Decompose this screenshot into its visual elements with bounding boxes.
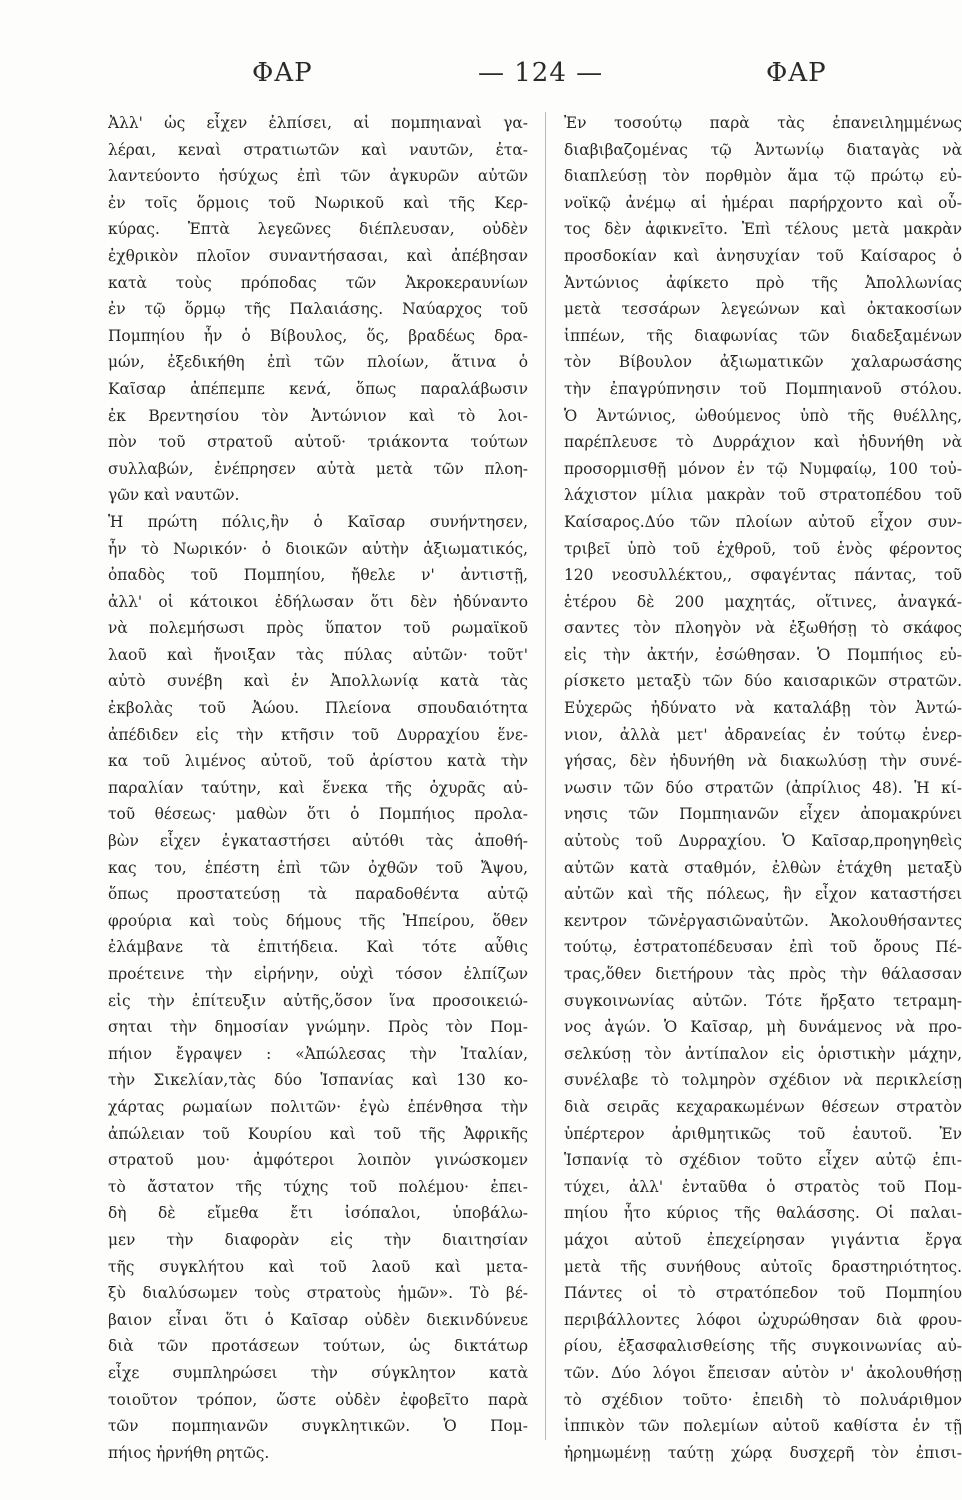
left-text-column xyxy=(108,110,528,1466)
text-line: κα τοῦ λιμένος αὐτοῦ, τοῦ ἀρίστου κατὰ τὴν xyxy=(108,752,528,771)
text-line: ἱππέων, τῆς διαφωνίας τῶν διαδεξαμένων xyxy=(564,326,962,345)
text-line: τῶν πομπηιανῶν συγκλητικῶν. Ὁ Πομ- xyxy=(108,1417,528,1436)
text-line: στρατοῦ μου· ἀμφότεροι λοιπὸν γινώσκομεν xyxy=(108,1151,528,1170)
text-line: δὴ δὲ εἴμεθα ἔτι ἰσόπαλοι, ὑποβάλω- xyxy=(108,1204,528,1223)
text-line: διαβιβαζομένας τῷ Ἀντωνίῳ διαταγὰς νὰ xyxy=(564,140,962,159)
text-line: πήιος ἠρνήθη ρητῶς. xyxy=(108,1443,270,1462)
text-line: Ὁ Ἀντώνιος, ὠθούμενος ὑπὸ τῆς θυέλλης, xyxy=(564,406,962,425)
text-line: προσορμισθῇ μόνον ἐν τῷ Νυμφαίῳ, 100 τοὐ- xyxy=(564,459,962,478)
text-line: Πάντες οἱ τὸ στρατόπεδον τοῦ Πομπηίου xyxy=(564,1284,962,1303)
page-number: — 124 — xyxy=(478,58,604,88)
text-line: λάχιστον μίλια μακρὰν τοῦ στρατοπέδου τοῦ xyxy=(564,486,962,505)
text-line: ἐχθρικὸν πλοῖον συναντήσασαι, καὶ ἀπέβησαν xyxy=(108,246,528,265)
text-line: ρίσκετο μεταξὺ τῶν δύο καισαρικῶν στρατῶν. xyxy=(564,672,962,691)
text-line: Εὐχερῶς ἠδύνατο νὰ καταλάβῃ τὸν Ἀντώ- xyxy=(564,699,962,718)
text-line: Καῖσαρ ἀπέπεμπε κενά, ὅπως παραλάβωσιν xyxy=(108,379,528,398)
text-line: νοϊκῷ ἀνέμῳ αἱ ἡμέραι παρήρχοντο καὶ οὗ- xyxy=(564,193,962,212)
text-line: τῆς συγκλήτου καὶ τοῦ λαοῦ καὶ μετα- xyxy=(108,1257,528,1276)
text-line: ἀπώλειαν τοῦ Κουρίου καὶ τοῦ τῆς Ἀφρικῆς xyxy=(108,1124,528,1143)
text-line: κεντρον τῶνἐργασιῶναὐτῶν. Ἀκολουθήσαντες xyxy=(564,911,962,930)
text-line: ἐλάμβανε τὰ ἐπιτήδεια. Καὶ τότε αὖθις xyxy=(108,938,528,957)
text-line: εἶχε συμπληρώσει τὴν σύγκλητον κατὰ xyxy=(108,1363,528,1382)
text-line: Ἱσπανίᾳ τὸ σχέδιον τοῦτο εἶχεν αὐτῷ ἐπι- xyxy=(564,1151,962,1170)
text-line: τῶν. Δύο λόγοι ἔπεισαν αὐτὸν ν' ἀκολουθήσῃ xyxy=(564,1363,962,1382)
text-line: 120 νεοσυλλέκτου,, σφαγέντας πάντας, τοῦ xyxy=(564,566,962,585)
text-line: νιον, ἀλλὰ μετ' ἀδρανείας ἐν τούτῳ ἐνερ- xyxy=(564,725,962,744)
text-line: νὰ πολεμήσωσι πρὸς ὕπατον τοῦ ρωμαϊκοῦ xyxy=(108,619,528,638)
column-divider xyxy=(545,112,546,1440)
page-header xyxy=(0,58,962,102)
text-line: εἰς τὴν ἐπίτευξιν αὐτῆς,ὅσον ἵνα προσοικειώ- xyxy=(108,991,528,1010)
text-line: αὐτοὺς τοῦ Δυρραχίου. Ὁ Καῖσαρ,προηγηθεὶς xyxy=(564,832,962,851)
text-line: ὅπως προστατεύσῃ τὰ παραδοθέντα αὐτῷ xyxy=(108,885,528,904)
text-line: προέτεινε τὴν εἰρήνην, οὐχὶ τόσον ἐλπίζων xyxy=(108,965,528,983)
text-line: γήσας, δὲν ἠδυνήθη νὰ διακωλύσῃ τὴν συνέ- xyxy=(564,752,962,771)
text-line: ὑπέρτερον ἀριθμητικῶς τοῦ ἑαυτοῦ. Ἐν xyxy=(564,1124,962,1143)
text-line: ἑτέρου δὲ 200 μαχητάς, οἵτινες, ἀναγκά- xyxy=(564,592,962,611)
text-line: λαοῦ καὶ ἤνοιξαν τὰς πύλας αὐτῶν· τοῦτ' xyxy=(108,645,528,664)
text-line: παρέπλευσε τὸ Δυρράχιον καὶ ἠδυνήθη νὰ xyxy=(564,433,962,452)
text-line: Καίσαρος.Δύο τῶν πλοίων αὐτοῦ εἶχον συν- xyxy=(564,512,962,531)
text-line: τὸ ἄστατον τῆς τύχης τοῦ πολέμου· ἐπει- xyxy=(108,1177,528,1196)
text-line: Ἀλλ' ὡς εἶχεν ἐλπίσει, αἱ πομπηιαναὶ γα- xyxy=(108,114,528,132)
text-line: πηίου ἦτο κύριος τῆς θαλάσσης. Οἱ παλαι- xyxy=(564,1204,962,1223)
text-line: σηται τὴν δημοσίαν γνώμην. Πρὸς τὸν Πομ- xyxy=(108,1018,528,1037)
text-line: τριβεῖ ὑπὸ τοῦ ἐχθροῦ, τοῦ ἑνὸς φέροντος xyxy=(564,539,962,558)
text-line: εἰς τὴν ἀκτήν, ἐσώθησαν. Ὁ Πομπήιος εὑ- xyxy=(564,645,962,664)
text-line: ἐν τῷ ὅρμῳ τῆς Παλαιάσης. Ναύαρχος τοῦ xyxy=(108,300,528,319)
text-line: φρούρια καὶ τοὺς δήμους τῆς Ἠπείρου, ὅθεν xyxy=(108,911,528,930)
text-line: περιβάλλοντες λόφοι ὠχυρώθησαν διὰ φρου- xyxy=(564,1310,962,1329)
text-line: προσδοκίαν καὶ ἀνησυχίαν τοῦ Καίσαρος ὁ xyxy=(564,246,962,265)
text-line: συνέλαβε τὸ τολμηρὸν σχέδιον νὰ περικλείσῃ xyxy=(564,1071,962,1090)
text-line: κας του, ἐπέστη ἐπὶ τῶν ὀχθῶν τοῦ Ἄψου, xyxy=(108,858,528,877)
text-line: τὴν Σικελίαν,τὰς δύο Ἱσπανίας καὶ 130 κο- xyxy=(108,1071,528,1090)
text-line: διὰ τῶν προτάσεων τούτων, ὡς δικτάτωρ xyxy=(108,1337,528,1356)
text-line: τὴν ἐπαγρύπνησιν τοῦ Πομπηιανοῦ στόλου. xyxy=(564,379,962,398)
text-line: νωσιν τῶν δύο στρατῶν (ἀπρίλιος 48). Ἡ κί- xyxy=(564,778,962,797)
text-line: παραλίαν ταύτην, καὶ ἕνεκα τῆς ὀχυρᾶς αὐ- xyxy=(108,778,528,797)
text-line: μάχοι αὐτοῦ ἐπεχείρησαν γιγάντια ἔργα xyxy=(564,1230,962,1249)
text-line: νησις τῶν Πομπηιανῶν εἶχεν ἀπομακρύνει xyxy=(564,805,962,824)
text-line: ἐκ Βρεντησίου τὸν Ἀντώνιον καὶ τὸ λοι- xyxy=(108,406,528,425)
text-line: λέραι, κεναὶ στρατιωτῶν καὶ ναυτῶν, ἐτα- xyxy=(108,140,528,159)
text-line: τρας,ὅθεν διετήρουν τὰς πρὸς τὴν θάλασσαν xyxy=(564,965,962,983)
text-line: τύχει, ἀλλ' ἐνταῦθα ὁ στρατὸς τοῦ Πομ- xyxy=(564,1177,962,1196)
running-head-left: ΦΑΡ xyxy=(252,58,313,88)
text-line: ἀπέδιδεν εἰς τὴν κτῆσιν τοῦ Δυρραχίου ἕνε- xyxy=(108,725,528,744)
text-line: τὸ σχέδιον τοῦτο· ἐπειδὴ τὸ πολυάριθμον xyxy=(564,1390,962,1409)
text-line: λαντεύοντο ἡσύχως ἐπὶ τῶν ἀγκυρῶν αὐτῶν xyxy=(108,167,528,186)
text-line: Πομπηίου ἦν ὁ Βίβουλος, ὅς, βραδέως δρα- xyxy=(108,326,528,345)
text-line: μεν τὴν διαφορὰν εἰς τὴν διαιτησίαν xyxy=(108,1230,528,1249)
text-line: πὸν τοῦ στρατοῦ αὐτοῦ· τριάκοντα τούτων xyxy=(108,433,528,452)
text-line: Ἡ πρώτη πόλις,ἣν ὁ Καῖσαρ συνήντησεν, xyxy=(108,512,528,531)
text-line: γῶν καὶ ναυτῶν. xyxy=(108,486,240,505)
text-line: τὸν Βίβουλον ἀξιωματικῶν χαλαρωσάσης xyxy=(564,353,962,372)
text-line: συγκοινωνίας αὐτῶν. Τότε ἤρξατο τετραμη- xyxy=(564,991,962,1010)
text-line: νος ἀγών. Ὁ Καῖσαρ, μὴ δυνάμενος νὰ προ- xyxy=(564,1018,962,1037)
text-line: ἀλλ' οἱ κάτοικοι ἐδήλωσαν ὅτι δὲν ἠδύναντο xyxy=(108,592,528,611)
text-line: διαπλεύσῃ τὸν πορθμὸν ἅμα τῷ πρώτῳ εὐ- xyxy=(564,167,962,186)
text-line: ὀπαδὸς τοῦ Πομπηίου, ἤθελε ν' ἀντιστῇ, xyxy=(108,566,528,585)
text-line: διὰ σειρᾶς κεχαρακωμένων θέσεων στρατὸν xyxy=(564,1097,962,1116)
text-line: σαντες τὸν πλοηγὸν νὰ ἐξωθήσῃ τὸ σκάφος xyxy=(564,619,962,638)
text-line: βαιον εἶναι ὅτι ὁ Καῖσαρ οὐδὲν διεκινδύνευε xyxy=(108,1310,528,1329)
text-line: συλλαβών, ἐνέπρησεν αὐτὰ μετὰ τῶν πλοη- xyxy=(108,459,528,478)
text-line: αὐτῶν κατὰ σταθμόν, ἐλθὼν ἐτάχθη μεταξὺ xyxy=(564,858,962,877)
text-line: αὐτῶν καὶ τῆς πόλεως, ἣν εἶχον καταστήσει xyxy=(564,885,962,904)
text-line: ἱππικὸν τῶν πολεμίων αὐτοῦ καθίστα ἐν τῇ xyxy=(564,1417,962,1436)
text-line: τούτῳ, ἐστρατοπέδευσαν ἐπὶ τοῦ ὄρους Πέ- xyxy=(564,938,962,957)
text-line: ξὺ διαλύσωμεν τοὺς στρατοὺς ἡμῶν». Τὸ βέ- xyxy=(108,1284,528,1303)
text-line: ἐν τοῖς ὅρμοις τοῦ Νωρικοῦ καὶ τῆς Κερ- xyxy=(108,193,528,212)
text-line: μών, ἐξεδικήθη ἐπὶ τῶν πλοίων, ἅτινα ὁ xyxy=(108,353,528,372)
running-head-right: ΦΑΡ xyxy=(766,58,827,88)
text-line: τοιοῦτον τρόπον, ὥστε οὐδὲν ἐφοβεῖτο παρὰ xyxy=(108,1390,528,1409)
right-text-column xyxy=(564,110,962,1466)
text-line: πήιον ἔγραψεν : «Ἀπώλεσας τὴν Ἰταλίαν, xyxy=(108,1044,528,1063)
text-line: κατὰ τοὺς πρόποδας τῶν Ἀκροκεραυνίων xyxy=(108,273,528,292)
text-line: τοῦ θέσεως· μαθὼν ὅτι ὁ Πομπήιος προλα- xyxy=(108,805,528,824)
text-line: ἐκβολὰς τοῦ Ἀώου. Πλείονα σπουδαιότητα xyxy=(108,699,528,718)
text-line: ἠρημωμένῃ ταύτῃ χώρᾳ δυσχερῆ τὸν ἐπισι- xyxy=(564,1443,962,1462)
text-line: βὼν εἶχεν ἐγκαταστήσει αὐτόθι τὰς ἀποθή- xyxy=(108,832,528,851)
text-line: τος δὲν ἀφικνεῖτο. Ἐπὶ τέλους μετὰ μακρὰν xyxy=(564,220,962,239)
text-line: Ἀντώνιος ἀφίκετο πρὸ τῆς Ἀπολλωνίας xyxy=(564,273,962,292)
text-line: μετὰ τῆς συνήθους αὐτοῖς δραστηριότητος. xyxy=(564,1257,962,1276)
text-line: σελκύσῃ τὸν ἀντίπαλον εἰς ὁριστικὴν μάχην, xyxy=(564,1044,962,1063)
text-line: μετὰ τεσσάρων λεγεώνων καὶ ὀκτακοσίων xyxy=(564,300,962,319)
text-line: Ἐν τοσούτῳ παρὰ τὰς ἐπανειλημμένως xyxy=(564,114,962,132)
text-line: χάρτας ρωμαίων πολιτῶν· ἐγὼ ἐπένθησα τὴν xyxy=(108,1097,528,1116)
text-line: κύρας. Ἑπτὰ λεγεῶνες διέπλευσαν, οὐδὲν xyxy=(108,220,528,239)
text-line: ἦν τὸ Νωρικόν· ὁ διοικῶν αὐτὴν ἀξιωματικός, xyxy=(108,539,528,558)
text-line: αὐτὸ συνέβη καὶ ἐν Ἀπολλωνίᾳ κατὰ τὰς xyxy=(108,672,528,691)
text-line: ρίου, ἐξασφαλισθείσης τῆς συγκοινωνίας αὐ- xyxy=(564,1337,962,1356)
